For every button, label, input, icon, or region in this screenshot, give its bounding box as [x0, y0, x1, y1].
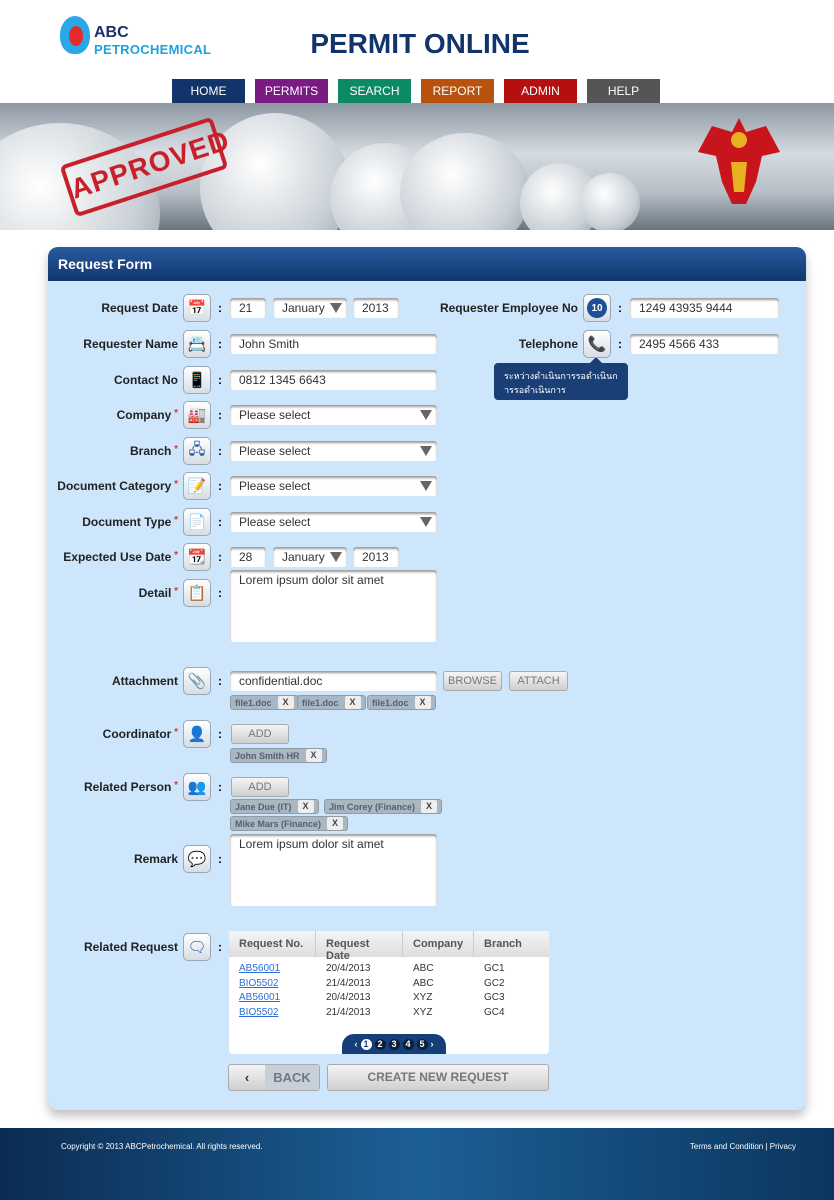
- company-label-text: Company: [116, 408, 172, 422]
- expected_use_date-day-input[interactable]: 28: [230, 547, 266, 567]
- table-row: [229, 1007, 549, 1021]
- table-cell: XYZ: [413, 1006, 433, 1018]
- file-chip: [230, 695, 299, 710]
- request-link[interactable]: AB56001: [239, 992, 281, 1003]
- required-marker: *: [171, 727, 178, 738]
- expected_use_date-month-select[interactable]: [273, 547, 347, 567]
- related-person-chip-label: Jane Due (IT): [235, 801, 292, 812]
- document_category-label-text: Document Category: [57, 479, 172, 493]
- document_type-label-text: Document Type: [82, 515, 172, 529]
- calendar-day-icon: 📆: [183, 543, 211, 571]
- telephone-icon: 📞: [583, 330, 611, 358]
- pager-next-icon[interactable]: ›: [430, 1039, 434, 1049]
- nav-permits[interactable]: PERMITS: [255, 79, 328, 103]
- edit-document-icon: 📋: [183, 579, 211, 607]
- detail-textarea[interactable]: Lorem ipsum dolor sit amet: [230, 570, 437, 642]
- requester_name-label-text: Requester Name: [83, 337, 178, 351]
- colon: :: [218, 337, 222, 351]
- request_date-year-input[interactable]: 2013: [353, 298, 399, 318]
- org-chart-icon: 🖧: [183, 437, 211, 465]
- chevron-down-icon: [420, 410, 432, 420]
- create-new-request-button[interactable]: CREATE NEW REQUEST: [327, 1064, 549, 1091]
- remove-button[interactable]: X: [345, 696, 361, 709]
- expected_use_date-label-text: Expected Use Date: [63, 550, 172, 564]
- chevron-down-icon: [420, 517, 432, 527]
- table-cell: GC4: [484, 1006, 505, 1018]
- table-row: [229, 978, 549, 992]
- table-cell: 21/4/2013: [326, 977, 371, 989]
- label-related_person: [84, 780, 178, 794]
- column-header: Request No.: [229, 931, 316, 957]
- table-cell: GC1: [484, 963, 505, 974]
- label-contact_no: [114, 373, 178, 387]
- employee-badge-icon: [583, 294, 611, 322]
- branch-select[interactable]: [230, 441, 437, 461]
- table-row: [229, 963, 549, 977]
- logo-text: ABC: [94, 24, 129, 41]
- attachment-input[interactable]: confidential.doc: [230, 671, 437, 691]
- required-marker: *: [171, 586, 178, 597]
- required-marker: *: [171, 479, 178, 490]
- page-5[interactable]: 5: [417, 1039, 428, 1050]
- people-icon: 👥: [183, 773, 211, 801]
- table-cell: XYZ: [413, 992, 433, 1003]
- employee-badge-number: 10: [587, 298, 607, 318]
- file-chip: [297, 695, 366, 710]
- footer-links[interactable]: Terms and Condition | Privacy: [689, 1142, 796, 1151]
- copyright: Copyright © 2013 ABCPetrochemical. All rights reserved.: [61, 1142, 263, 1151]
- column-header: Company: [403, 931, 474, 957]
- label-attachment: [112, 674, 178, 688]
- pager-prev-icon[interactable]: ‹: [354, 1039, 358, 1049]
- colon: :: [218, 586, 222, 600]
- colon: :: [218, 444, 222, 458]
- logo-subtext: PETROCHEMICAL: [94, 42, 212, 57]
- file-chip-label: file1.doc: [235, 697, 272, 708]
- colon: :: [218, 408, 222, 422]
- remark-textarea[interactable]: Lorem ipsum dolor sit amet: [230, 834, 437, 906]
- file-chip: [367, 695, 436, 710]
- document-category-select-value: Please select: [239, 479, 311, 493]
- form-title: Request Form: [48, 247, 806, 281]
- colon: :: [218, 515, 222, 529]
- document-type-select[interactable]: [230, 512, 437, 532]
- comment-icon: 💬: [183, 845, 211, 873]
- document-category-icon: 📝: [183, 472, 211, 500]
- related-person-chip: [324, 799, 442, 814]
- page-title: PERMIT ONLINE: [310, 28, 530, 59]
- request-no-cell: [239, 1007, 278, 1018]
- add-related-person-button[interactable]: ADD: [231, 777, 289, 797]
- person-icon: 👤: [183, 720, 211, 748]
- colon: :: [218, 373, 222, 387]
- expected_use_date-year-input[interactable]: 2013: [353, 547, 399, 567]
- colon: :: [618, 301, 622, 315]
- remove-button[interactable]: X: [421, 800, 437, 813]
- related-person-chip: [230, 816, 348, 831]
- remove-button[interactable]: X: [415, 696, 431, 709]
- approved-stamp: APPROVED: [60, 117, 229, 218]
- request-link[interactable]: AB56001: [239, 963, 281, 974]
- remark-label-text: Remark: [133, 852, 178, 866]
- document-type-select-value: Please select: [239, 515, 311, 529]
- request_date-month-select[interactable]: [273, 298, 347, 318]
- telephone-input[interactable]: 2495 4566 433: [630, 334, 779, 354]
- document-category-select[interactable]: [230, 476, 437, 496]
- related-person-chip-label: Mike Mars (Finance): [235, 818, 322, 829]
- colon: :: [218, 940, 222, 954]
- request-link[interactable]: BIO5502: [239, 1006, 279, 1018]
- nav-report[interactable]: REPORT: [421, 79, 494, 103]
- page-2[interactable]: 2: [375, 1039, 386, 1050]
- nav-home[interactable]: HOME: [172, 79, 245, 103]
- calendar-icon: 📅: [183, 294, 211, 322]
- add-coordinator-button[interactable]: ADD: [231, 724, 289, 744]
- label-remark: [134, 852, 178, 866]
- employee-no-input[interactable]: 1249 43935 9444: [630, 298, 779, 318]
- request-no-cell: [239, 963, 280, 974]
- company-select[interactable]: [230, 405, 437, 425]
- request_date-month-select-value: January: [282, 301, 325, 315]
- telephone-tooltip: ระหว่างดำเนินการรอดำเนินก ารรอดำเนินการ: [494, 363, 628, 400]
- request-no-cell: [239, 992, 280, 1003]
- required-marker: *: [171, 780, 178, 791]
- company-logo[interactable]: [58, 12, 212, 58]
- request_date-day-input[interactable]: 21: [230, 298, 266, 318]
- colon: :: [218, 727, 222, 741]
- label-requester_name: [83, 337, 178, 351]
- related-person-chip: [230, 799, 319, 814]
- colon: :: [618, 337, 622, 351]
- page-1[interactable]: 1: [361, 1039, 372, 1050]
- branch-select-value: Please select: [239, 444, 311, 458]
- colon: :: [218, 301, 222, 315]
- column-header: Request Date: [316, 931, 403, 957]
- required-marker: *: [171, 444, 178, 455]
- nav-search[interactable]: SEARCH: [338, 79, 411, 103]
- coordinator-label-text: Coordinator: [102, 727, 172, 741]
- logo-drop-icon: [60, 16, 90, 54]
- chevron-down-icon: [420, 481, 432, 491]
- table-cell: GC3: [484, 992, 505, 1003]
- nav-admin[interactable]: ADMIN: [504, 79, 577, 103]
- colon: :: [218, 674, 222, 688]
- label-document_type: [82, 515, 178, 529]
- related_person-label-text: Related Person: [83, 780, 172, 794]
- telephone-label: Telephone: [518, 337, 578, 351]
- label-expected_use_date: [63, 550, 178, 564]
- colon: :: [218, 479, 222, 493]
- label-document_category: [57, 479, 178, 493]
- file-chip-label: file1.doc: [372, 697, 409, 708]
- request-link[interactable]: BIO5502: [239, 977, 279, 989]
- company-building-icon: 🏭: [183, 401, 211, 429]
- remove-button[interactable]: X: [278, 696, 294, 709]
- branch-label-text: Branch: [129, 444, 172, 458]
- attach-button[interactable]: ATTACH: [509, 671, 568, 691]
- remove-button[interactable]: X: [327, 817, 343, 830]
- required-marker: *: [171, 550, 178, 561]
- attachment-label-text: Attachment: [111, 674, 178, 688]
- label-branch: [130, 444, 178, 458]
- pagination: [342, 1034, 446, 1054]
- company-select-value: Please select: [239, 408, 311, 422]
- remove-button[interactable]: X: [298, 800, 314, 813]
- table-cell: ABC: [413, 977, 434, 989]
- table-cell: 20/4/2013: [326, 992, 371, 1003]
- related_request-label-text: Related Request: [83, 940, 178, 954]
- chevron-down-icon: [330, 552, 342, 562]
- label-related_request: [84, 940, 178, 954]
- footer: [0, 1128, 834, 1200]
- label-coordinator: [103, 727, 178, 741]
- colon: :: [218, 852, 222, 866]
- label-detail: [139, 586, 178, 600]
- file-chip-label: file1.doc: [302, 697, 339, 708]
- page-3[interactable]: 3: [389, 1039, 400, 1050]
- colon: :: [218, 550, 222, 564]
- page-4[interactable]: 4: [403, 1039, 414, 1050]
- table-row: [229, 992, 549, 1006]
- request-no-cell: [239, 978, 278, 989]
- main-nav: [172, 79, 660, 103]
- chevron-down-icon: [420, 446, 432, 456]
- chevron-left-icon: ‹: [244, 1070, 250, 1085]
- label-company: [117, 408, 178, 422]
- nav-help[interactable]: HELP: [587, 79, 660, 103]
- id-card-icon: 📇: [183, 330, 211, 358]
- contact_no-label-text: Contact No: [114, 373, 178, 387]
- remove-button[interactable]: X: [306, 749, 322, 762]
- required-marker: *: [171, 408, 178, 419]
- contact-no-input[interactable]: 0812 1345 6643: [230, 370, 437, 390]
- expected_use_date-month-select-value: January: [282, 550, 325, 564]
- related-person-chip-label: Jim Corey (Finance): [329, 801, 416, 812]
- column-header: Branch: [474, 931, 549, 957]
- colon: :: [218, 780, 222, 794]
- requester-name-input[interactable]: John Smith: [230, 334, 437, 354]
- chevron-down-icon: [330, 303, 342, 313]
- mobile-phone-icon: 📱: [183, 366, 211, 394]
- back-label: BACK: [265, 1065, 319, 1090]
- required-marker: *: [171, 515, 178, 526]
- table-cell: 21/4/2013: [326, 1006, 371, 1018]
- document-type-icon: 📄: [183, 508, 211, 536]
- employee-no-label: Requester Employee No: [439, 301, 578, 315]
- label-request_date: [101, 301, 178, 315]
- detail-label-text: Detail: [138, 586, 172, 600]
- table-cell: GC2: [484, 977, 505, 989]
- browse-button[interactable]: BROWSE: [443, 671, 502, 691]
- back-button[interactable]: [228, 1064, 320, 1091]
- request_date-label-text: Request Date: [101, 301, 178, 315]
- coordinator-chip: [230, 748, 327, 763]
- paperclip-icon: 📎: [183, 667, 211, 695]
- table-cell: 20/4/2013: [326, 963, 371, 974]
- table-cell: ABC: [413, 963, 434, 974]
- coordinator-chip-label: John Smith HR: [235, 750, 300, 761]
- garuda-emblem: [696, 112, 782, 208]
- chat-bubbles-icon: 🗨: [183, 933, 211, 961]
